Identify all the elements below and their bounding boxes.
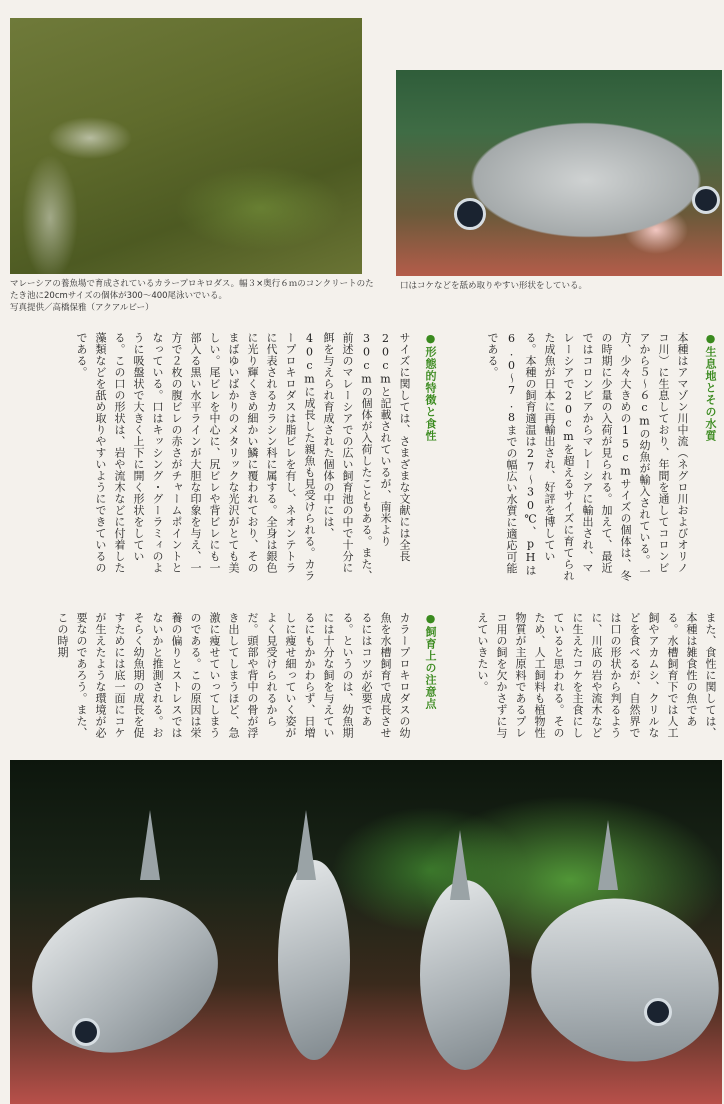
fish-eye xyxy=(454,198,486,230)
heading-habitat: ●生息地とその水質 xyxy=(704,332,717,442)
fish-fin xyxy=(140,810,160,880)
heading-care: ●飼育上の注意点 xyxy=(424,612,437,710)
diet-body: また、食性に関しては、本種は雑食性の魚である。水槽飼育下では人工飼やアカムシ、クリルなどを食べるが、自然界では口の形状から判るように、川底の岩や流木などに生えたコケを主食にしていると思われる。そのため、人工飼料も植物性物質が主原料であるプレコ用の飼を欠かさずに与えていきたい。 xyxy=(476,612,717,739)
fish xyxy=(510,875,722,1086)
fish-fin xyxy=(296,810,316,880)
pond-photo xyxy=(10,18,362,274)
fish-fin xyxy=(450,830,470,900)
fish-mouth-photo xyxy=(396,70,722,276)
morphology-body: サイズに関しては、さまざまな文献には全長20cmと記載されているが、南米より30cmの個体が入荷したこともある。また、前述のマレーシアでの広い飼育池の中で十分に餌を与えられ育成された個体の中には、40cmに成長した親魚も見受けられる。カラープロキロダスは脂ビレを有し、ネオンテトラに代表されるカラシン科に属する。全身は銀色に光り輝くきめ細かい鱗に覆われており、そのまばゆいばかりのメタリックな光沢がとても美しい。尾ビレを中心に、尻ビレや背ビレにも一部入る黒い水平ラインが大胆な印象を与え、一方で２枚の腹ビレの赤さがチャームポイントとなっている。口はキッシング・グーラミィのように吸盤状で大きく上下に開く形状をしている。この口の形状は、岩や流木などに付着した藻類などを舐め取りやすいようにできているのである。 xyxy=(75,332,411,582)
heading-morphology: ●形態的特徴と食性 xyxy=(424,332,437,442)
care-body: カラープロキロダスの幼魚を水槽飼育で成長させるにはコツが必要である。というのは、幼魚期には十分な飼を与えているにもかかわらず、日増しに痩せ細っていく姿がよく見受けられるからだ。頭部や背中の骨が浮き出してしまうほど、急激に痩せていってしまうのである。この原因は栄養の偏りとストレスではないかと推測される。おそらく幼魚期の成長を促すためには底一面にコケが生えたような環境が必要なのであろう。また、この時期 xyxy=(56,612,411,739)
fish xyxy=(10,872,240,1078)
fish-eye xyxy=(692,186,720,214)
pond-caption: マレーシアの養魚場で育成されているカラープロキロダス。幅３×奥行６ｍのコンクリートのたたき池に20cmサイズの個体が300～400尾泳いでいる。 xyxy=(10,279,374,301)
fish-eye xyxy=(72,1018,100,1046)
photo-credit: 写真提供／高橋保雅（アクアルビー） xyxy=(10,303,154,313)
aquarium-photo xyxy=(10,760,722,1104)
fish xyxy=(278,860,350,1060)
fish-fin xyxy=(598,820,618,890)
fish-eye xyxy=(644,998,672,1026)
fish xyxy=(420,880,510,1070)
habitat-body: 本種はアマゾン川中流（ネグロ川およびオリノコ川）に生息しており、年間を通してコロンビアから５～６cmの幼魚が輸入されている。一方、少々大きめの15cmサイズの個体は、冬の時期に少量の入荷が見られる。加えて、最近ではコロンビアからマレーシアに輸出され、マレーシアで20cmを超えるサイズに育てられた成魚が日本に再輸出され、好評を博している。本種の飼育適温は27～30℃、pHは6.0～7.8までの幅広い水質に適応可能である。 xyxy=(486,332,689,582)
face-caption: 口はコケなどを舐め取りやすい形状をしている。 xyxy=(400,281,588,291)
